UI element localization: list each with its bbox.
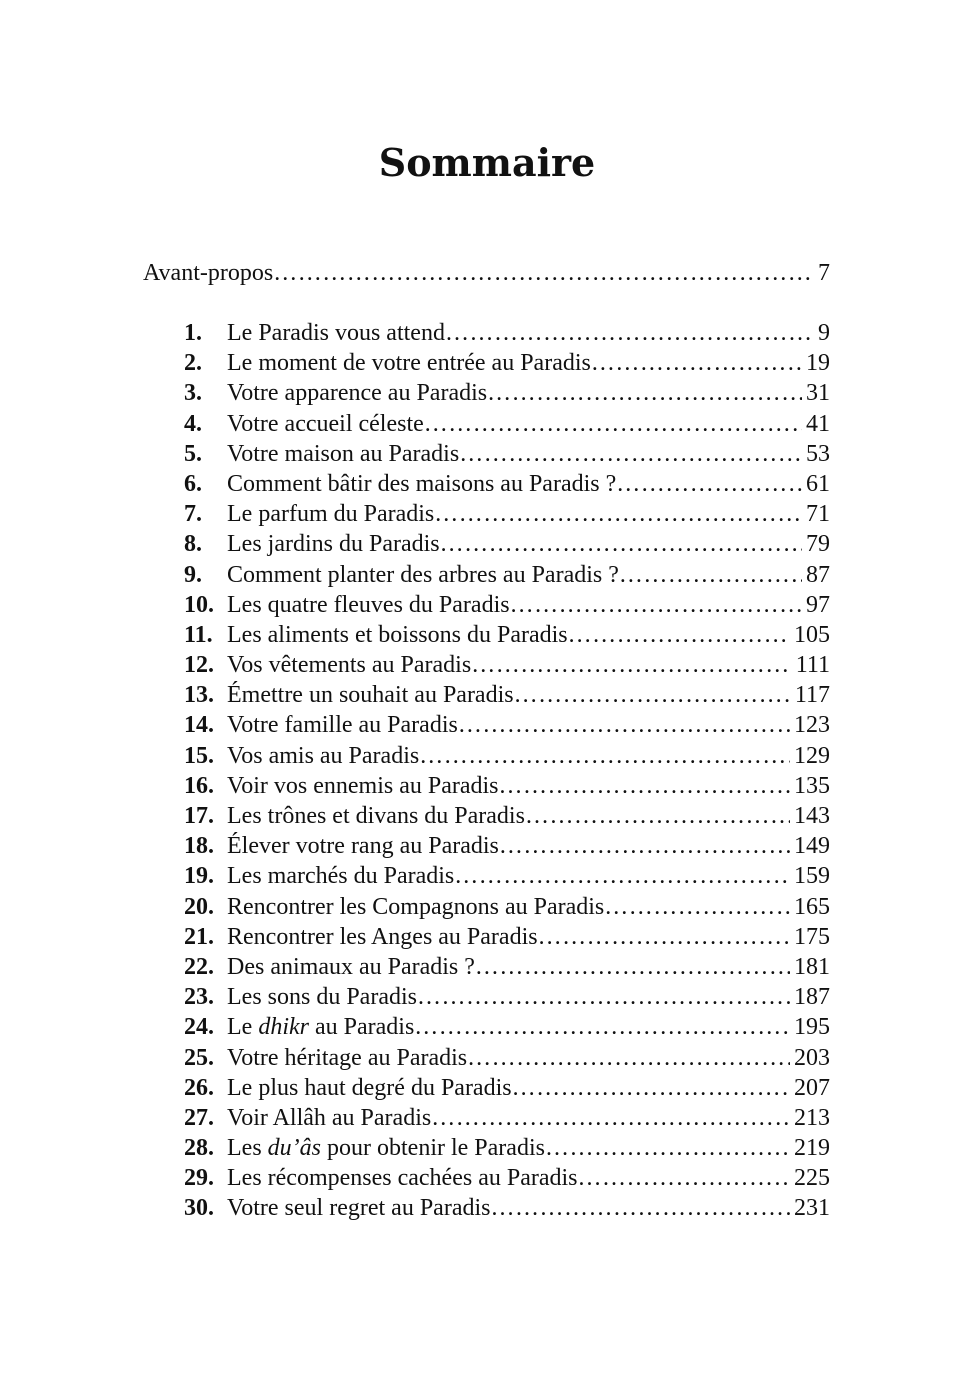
chapter-number: 18. [184, 833, 214, 860]
dot-leader [545, 1133, 790, 1163]
toc-entry[interactable] [184, 560, 830, 590]
chapter-title-suffix: au Paradis [308, 1014, 415, 1041]
chapter-page-number: 231 [794, 1195, 830, 1222]
chapter-number: 6. [184, 470, 202, 497]
chapter-number: 14. [184, 712, 214, 739]
toc-entry[interactable] [184, 620, 830, 650]
foreword-label: Avant-propos [143, 260, 274, 286]
toc-entry[interactable] [184, 680, 830, 710]
chapter-title: Le moment de votre entrée au Paradis [227, 350, 591, 377]
chapter-title: Comment planter des arbres au Paradis ? [227, 561, 619, 588]
chapter-number: 27. [184, 1104, 214, 1131]
dot-leader [454, 861, 790, 891]
chapter-number: 11. [184, 621, 213, 648]
chapter-page-number: 181 [794, 953, 830, 980]
dot-leader [604, 892, 790, 922]
chapter-title: Rencontrer les Anges au Paradis [227, 923, 538, 950]
chapter-number: 22. [184, 953, 214, 980]
page-title: Sommaire [378, 140, 596, 185]
chapter-page-number: 135 [794, 772, 830, 799]
chapter-page-number: 111 [795, 652, 830, 679]
chapter-title: Les aliments et boissons du Paradis [227, 621, 568, 648]
dot-leader [512, 1073, 790, 1103]
dot-leader [419, 741, 790, 771]
chapter-page-number: 97 [806, 591, 830, 618]
toc-chapter-list [184, 318, 830, 1224]
toc-entry[interactable] [184, 469, 830, 499]
chapter-title-italic-term: du’âs [267, 1135, 321, 1162]
chapter-number: 3. [184, 380, 202, 407]
toc-entry[interactable] [184, 710, 830, 740]
chapter-number: 16. [184, 772, 214, 799]
chapter-page-number: 31 [806, 380, 830, 407]
dot-leader [458, 710, 790, 740]
toc-entry[interactable] [184, 1193, 830, 1223]
dot-leader [487, 378, 802, 408]
chapter-number: 19. [184, 863, 214, 890]
toc-entry[interactable] [184, 771, 830, 801]
chapter-title: Les quatre fleuves du Paradis [227, 591, 510, 618]
dot-leader [467, 1043, 790, 1073]
dot-leader [440, 529, 802, 559]
chapter-title: Votre famille au Paradis [227, 712, 458, 739]
chapter-page-number: 19 [806, 350, 830, 377]
toc-entry[interactable] [184, 348, 830, 378]
chapter-title: Les trônes et divans du Paradis [227, 803, 525, 829]
chapter-title: Les récompenses cachées au Paradis [227, 1165, 578, 1192]
chapter-title-prefix: Le [227, 1014, 259, 1041]
chapter-page-number: 61 [806, 470, 830, 497]
chapter-page-number: 79 [806, 531, 830, 558]
toc-entry[interactable] [184, 922, 830, 952]
dot-leader [424, 409, 802, 439]
dot-leader [431, 1103, 790, 1133]
chapter-title: Les sons du Paradis [227, 984, 417, 1011]
chapter-title: Votre maison au Paradis [227, 440, 460, 467]
chapter-number: 25. [184, 1044, 214, 1071]
chapter-title: Les jardins du Paradis [227, 531, 440, 558]
chapter-title-prefix: Les [227, 1135, 268, 1162]
chapter-title: Votre apparence au Paradis [227, 380, 488, 407]
dot-leader [414, 1012, 790, 1042]
chapter-number: 26. [184, 1074, 214, 1101]
toc-entry[interactable] [184, 590, 830, 620]
chapter-page-number: 53 [806, 440, 830, 467]
chapter-page-number: 149 [794, 833, 830, 860]
chapter-page-number: 117 [794, 682, 830, 709]
chapter-number: 4. [184, 410, 202, 437]
chapter-page-number: 123 [794, 712, 830, 739]
chapter-title: Le Paradis vous attend [227, 320, 445, 346]
dot-leader [499, 771, 790, 801]
chapter-number: 24. [184, 1014, 214, 1041]
chapter-title [227, 1133, 545, 1163]
toc-entry[interactable] [184, 409, 830, 439]
chapter-number: 30. [184, 1195, 214, 1222]
chapter-page-number: 175 [794, 923, 830, 950]
toc-entry[interactable] [184, 1163, 830, 1193]
dot-leader [619, 560, 802, 590]
chapter-page-number: 207 [794, 1074, 830, 1101]
toc-entry[interactable] [184, 1012, 830, 1042]
chapter-page-number: 225 [794, 1165, 830, 1192]
chapter-number: 2. [184, 350, 202, 377]
chapter-number: 13. [184, 682, 214, 709]
dot-leader [568, 620, 790, 650]
chapter-page-number: 143 [794, 803, 830, 829]
chapter-number: 5. [184, 440, 202, 467]
chapter-number: 15. [184, 742, 214, 769]
toc-entry[interactable] [184, 378, 830, 408]
chapter-number: 29. [184, 1165, 214, 1192]
chapter-page-number: 213 [794, 1104, 830, 1131]
dot-leader [538, 922, 790, 952]
toc-entry[interactable] [184, 982, 830, 1012]
chapter-title: Émettre un souhait au Paradis [227, 682, 514, 709]
toc-entry[interactable] [184, 741, 830, 771]
toc-entry[interactable] [184, 1073, 830, 1103]
dot-leader [499, 831, 790, 861]
chapter-title: Les marchés du Paradis [227, 863, 455, 890]
chapter-number: 20. [184, 893, 214, 920]
chapter-number: 8. [184, 531, 202, 558]
chapter-page-number: 203 [794, 1044, 830, 1071]
dot-leader [514, 680, 791, 710]
chapter-title: Votre accueil céleste [227, 410, 424, 437]
dot-leader [434, 499, 802, 529]
foreword-page-number: 7 [818, 260, 830, 286]
chapter-title: Le parfum du Paradis [227, 501, 435, 528]
chapter-number: 23. [184, 984, 214, 1011]
chapter-title: Des animaux au Paradis ? [227, 953, 475, 980]
toc-entry[interactable] [184, 952, 830, 982]
dot-leader [616, 469, 802, 499]
chapter-title: Comment bâtir des maisons au Paradis ? [227, 470, 617, 497]
toc-entry[interactable] [184, 650, 830, 680]
toc-entry[interactable] [184, 1133, 830, 1163]
chapter-page-number: 71 [806, 501, 830, 528]
chapter-number: 21. [184, 923, 214, 950]
toc-entry[interactable] [184, 439, 830, 469]
chapter-page-number: 159 [794, 863, 830, 890]
chapter-number: 12. [184, 652, 214, 679]
chapter-number: 10. [184, 591, 214, 618]
chapter-page-number: 105 [794, 621, 830, 648]
chapter-page-number: 129 [794, 742, 830, 769]
dot-leader [591, 348, 802, 378]
chapter-page-number: 219 [794, 1135, 830, 1162]
chapter-number: 1. [184, 320, 202, 346]
chapter-title [227, 1012, 414, 1042]
toc-entry[interactable] [184, 1103, 830, 1133]
toc-entry[interactable] [184, 499, 830, 529]
dot-leader [525, 801, 790, 831]
chapter-title: Rencontrer les Compagnons au Paradis [227, 893, 605, 920]
toc-entry[interactable] [184, 529, 830, 559]
chapter-title: Votre héritage au Paradis [227, 1044, 468, 1071]
chapter-title-italic-term: dhikr [258, 1014, 309, 1041]
toc-entry[interactable] [184, 1043, 830, 1073]
dot-leader [445, 318, 814, 348]
dot-leader [475, 952, 790, 982]
chapter-page-number: 9 [818, 320, 830, 346]
dot-leader [471, 650, 792, 680]
chapter-number: 7. [184, 501, 202, 528]
chapter-page-number: 41 [806, 410, 830, 437]
chapter-number: 28. [184, 1135, 214, 1162]
toc-foreword-entry[interactable] [143, 256, 830, 290]
toc-entry[interactable] [184, 892, 830, 922]
chapter-page-number: 187 [794, 984, 830, 1011]
dot-leader [273, 256, 814, 290]
chapter-title-suffix: pour obtenir le Paradis [321, 1135, 545, 1162]
dot-leader [578, 1163, 790, 1193]
dot-leader [417, 982, 790, 1012]
chapter-number: 9. [184, 561, 202, 588]
dot-leader [490, 1193, 790, 1223]
chapter-title: Vos amis au Paradis [227, 742, 420, 769]
chapter-page-number: 195 [794, 1014, 830, 1041]
toc-entry[interactable] [184, 861, 830, 891]
dot-leader [510, 590, 802, 620]
chapter-title: Voir Allâh au Paradis [227, 1104, 432, 1131]
chapter-title: Voir vos ennemis au Paradis [227, 772, 499, 799]
toc-entry[interactable] [184, 831, 830, 861]
chapter-page-number: 165 [794, 893, 830, 920]
chapter-page-number: 87 [806, 561, 830, 588]
toc-entry[interactable] [184, 318, 830, 348]
chapter-title: Élever votre rang au Paradis [227, 833, 499, 860]
chapter-number: 17. [184, 803, 214, 829]
chapter-title: Le plus haut degré du Paradis [227, 1074, 512, 1101]
toc-entry[interactable] [184, 801, 830, 831]
chapter-title: Vos vêtements au Paradis [227, 652, 472, 679]
dot-leader [459, 439, 802, 469]
chapter-title: Votre seul regret au Paradis [227, 1195, 491, 1222]
